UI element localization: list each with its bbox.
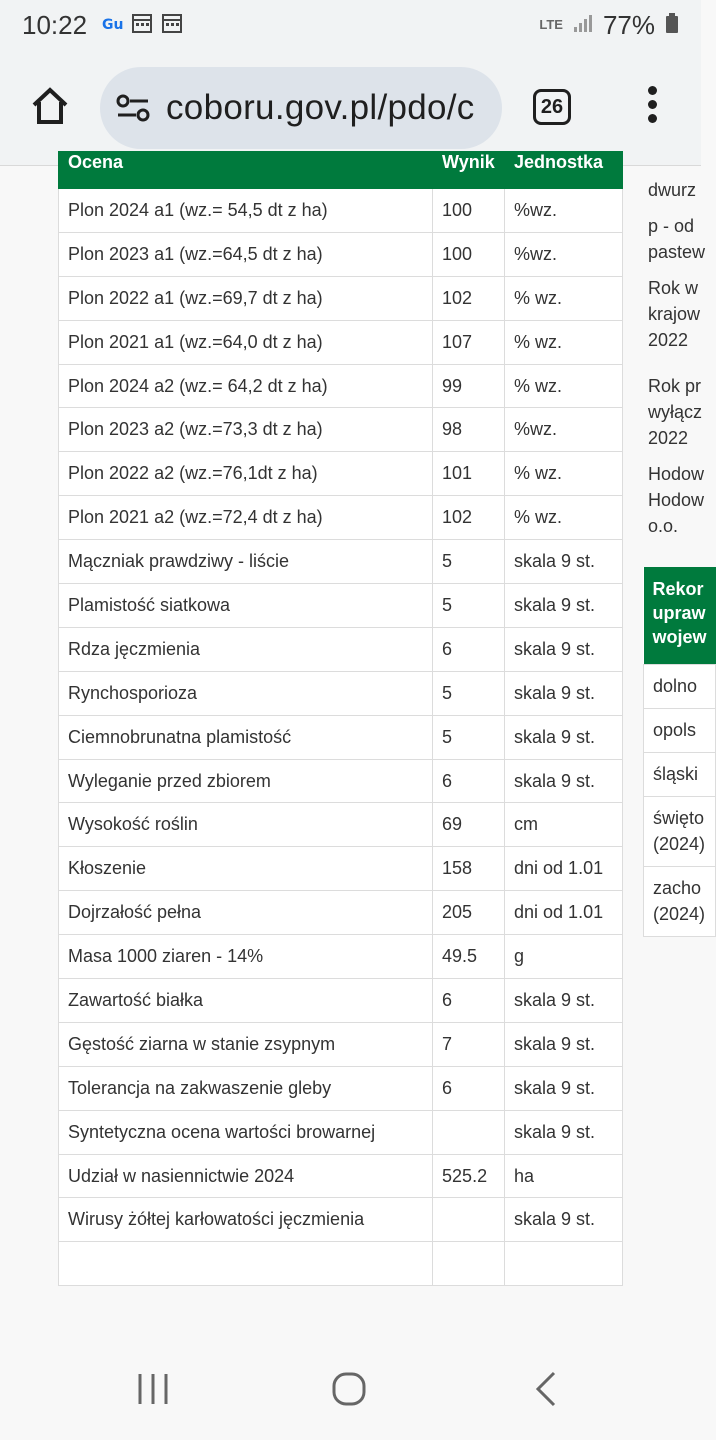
table-row	[59, 671, 623, 715]
table-row	[59, 935, 623, 979]
table-row	[59, 803, 623, 847]
cell-wynik: 5	[433, 540, 505, 584]
side-table-cell	[644, 708, 716, 752]
table-row	[59, 232, 623, 276]
side-table-cell-line: (2024)	[653, 904, 706, 924]
cell-jednostka: ha	[505, 1154, 623, 1198]
url-text[interactable]: coboru.gov.pl/pdo/c	[166, 88, 475, 127]
table-row	[59, 452, 623, 496]
table-row	[59, 364, 623, 408]
cell-wynik: 49.5	[433, 935, 505, 979]
side-table-row	[644, 664, 716, 708]
table-row	[59, 540, 623, 584]
back-chevron-icon	[534, 1371, 558, 1407]
side-table-header: Rekor upraw wojew	[644, 567, 716, 664]
home-nav-button[interactable]	[331, 1371, 367, 1412]
cell-jednostka: skala 9 st.	[505, 715, 623, 759]
side-table-header-row	[644, 567, 716, 664]
side-text-line: 2022	[648, 428, 689, 448]
cell-jednostka: % wz.	[505, 496, 623, 540]
dot-icon	[648, 100, 657, 109]
status-bar	[0, 0, 701, 50]
cell-ocena: Syntetyczna ocena wartości browarnej	[59, 1110, 433, 1154]
cell-wynik: 6	[433, 759, 505, 803]
side-table-cell-line: opols	[653, 720, 697, 740]
side-text-line: o.o.	[648, 516, 679, 536]
side-table-cell	[644, 752, 716, 796]
home-button[interactable]	[28, 84, 72, 128]
side-table-cell-line: zacho	[653, 878, 702, 898]
cell-ocena: Wyleganie przed zbiorem	[59, 759, 433, 803]
variety-results-table	[58, 151, 623, 1286]
cell-jednostka: skala 9 st.	[505, 540, 623, 584]
table-row	[59, 408, 623, 452]
table-row	[59, 584, 623, 628]
cell-wynik: 158	[433, 847, 505, 891]
cell-jednostka: skala 9 st.	[505, 1198, 623, 1242]
cell-ocena: Dojrzałość pełna	[59, 891, 433, 935]
cell-ocena: Rynchosporioza	[59, 671, 433, 715]
cell-ocena: Plon 2024 a1 (wz.= 54,5 dt z ha)	[59, 189, 433, 233]
cell-jednostka: g	[505, 935, 623, 979]
cell-ocena: Plon 2022 a1 (wz.=69,7 dt z ha)	[59, 276, 433, 320]
side-table-cell-line: święto	[653, 808, 705, 828]
cell-ocena	[59, 1242, 433, 1286]
side-text-line: pastew	[648, 242, 706, 262]
cell-ocena: Wysokość roślin	[59, 803, 433, 847]
network-type: LTE	[539, 17, 563, 32]
table-row	[59, 189, 623, 233]
cell-wynik: 7	[433, 1022, 505, 1066]
cell-jednostka: dni od 1.01	[505, 847, 623, 891]
calendar-notification-icon	[131, 10, 153, 41]
cell-jednostka: % wz.	[505, 452, 623, 496]
side-text-line: Hodow	[648, 490, 705, 510]
cell-wynik: 102	[433, 276, 505, 320]
side-table-row	[644, 752, 716, 796]
cell-ocena: Plon 2024 a2 (wz.= 64,2 dt z ha)	[59, 364, 433, 408]
cell-jednostka: %wz.	[505, 189, 623, 233]
cell-ocena: Plon 2023 a1 (wz.=64,5 dt z ha)	[59, 232, 433, 276]
table-row	[59, 847, 623, 891]
cell-wynik: 99	[433, 364, 505, 408]
header-ocena: Ocena	[59, 152, 433, 189]
side-table-row	[644, 796, 716, 866]
cell-ocena: Masa 1000 ziaren - 14%	[59, 935, 433, 979]
clock: 10:22	[22, 9, 88, 40]
side-text-line: krajow	[648, 304, 701, 324]
cell-ocena: Plon 2021 a2 (wz.=72,4 dt z ha)	[59, 496, 433, 540]
cell-ocena: Rdza jęczmienia	[59, 627, 433, 671]
cell-wynik	[433, 1110, 505, 1154]
more-menu-button[interactable]	[640, 86, 664, 130]
dot-icon	[648, 114, 657, 123]
cell-wynik	[433, 1242, 505, 1286]
home-icon	[28, 84, 72, 128]
cell-ocena: Plon 2022 a2 (wz.=76,1dt z ha)	[59, 452, 433, 496]
cell-ocena: Kłoszenie	[59, 847, 433, 891]
status-right	[539, 10, 679, 41]
cell-wynik: 6	[433, 627, 505, 671]
cell-wynik: 101	[433, 452, 505, 496]
recent-apps-button[interactable]	[136, 1371, 170, 1412]
cell-jednostka: %wz.	[505, 408, 623, 452]
cell-wynik: 69	[433, 803, 505, 847]
tab-switcher-button[interactable]: 26	[533, 89, 571, 125]
table-row	[59, 1066, 623, 1110]
cell-wynik: 107	[433, 320, 505, 364]
side-table-cell	[644, 866, 716, 936]
cell-ocena: Wirusy żółtej karłowatości jęczmienia	[59, 1198, 433, 1242]
cell-ocena: Mączniak prawdziwy - liście	[59, 540, 433, 584]
cell-wynik: 6	[433, 1066, 505, 1110]
side-text-line: 2022	[648, 330, 689, 350]
cell-jednostka: skala 9 st.	[505, 671, 623, 715]
cell-ocena: Zawartość białka	[59, 979, 433, 1023]
battery-level: 77%	[602, 9, 655, 40]
cell-jednostka: %wz.	[505, 232, 623, 276]
side-table-cell-line: śląski	[653, 764, 699, 784]
home-circle-icon	[331, 1371, 367, 1407]
table-row	[59, 320, 623, 364]
side-text-line: dwurz	[648, 180, 697, 200]
table-row	[59, 979, 623, 1023]
header-wynik: Wynik	[433, 152, 505, 189]
table-row	[59, 1242, 623, 1286]
side-table-cell-line: (2024)	[653, 834, 706, 854]
cell-ocena: Plon 2021 a1 (wz.=64,0 dt z ha)	[59, 320, 433, 364]
cell-ocena: Gęstość ziarna w stanie zsypnym	[59, 1022, 433, 1066]
table-header-row	[59, 152, 623, 189]
table-row	[59, 759, 623, 803]
side-text-line: wyłącz	[648, 402, 703, 422]
table-row	[59, 1154, 623, 1198]
cell-wynik: 525.2	[433, 1154, 505, 1198]
cell-wynik: 6	[433, 979, 505, 1023]
side-table-cell-line: dolno	[653, 676, 698, 696]
cell-wynik: 5	[433, 715, 505, 759]
cell-jednostka: % wz.	[505, 364, 623, 408]
cell-jednostka: cm	[505, 803, 623, 847]
cell-wynik: 100	[433, 189, 505, 233]
cell-wynik: 205	[433, 891, 505, 935]
signal-icon	[573, 10, 593, 41]
table-row	[59, 891, 623, 935]
side-text-line: p - od	[648, 216, 695, 236]
cell-wynik: 102	[433, 496, 505, 540]
side-text-line: Rok pr	[648, 376, 702, 396]
table-row	[59, 715, 623, 759]
side-table-cell	[644, 664, 716, 708]
header-jednostka: Jednostka	[505, 152, 623, 189]
table-row	[59, 1022, 623, 1066]
page-content[interactable]	[0, 152, 707, 1337]
cell-jednostka: skala 9 st.	[505, 584, 623, 628]
cell-jednostka: skala 9 st.	[505, 1022, 623, 1066]
cell-jednostka: skala 9 st.	[505, 1110, 623, 1154]
cell-wynik	[433, 1198, 505, 1242]
table-row	[59, 627, 623, 671]
recommendation-table	[643, 567, 716, 937]
cell-jednostka: skala 9 st.	[505, 1066, 623, 1110]
table-row	[59, 276, 623, 320]
cell-jednostka: skala 9 st.	[505, 627, 623, 671]
table-row	[59, 496, 623, 540]
svg-text:Gu: Gu	[102, 16, 124, 33]
cell-jednostka: % wz.	[505, 276, 623, 320]
cell-ocena: Plamistość siatkowa	[59, 584, 433, 628]
cell-ocena: Udział w nasiennictwie 2024	[59, 1154, 433, 1198]
cell-ocena: Tolerancja na zakwaszenie gleby	[59, 1066, 433, 1110]
table-row	[59, 1198, 623, 1242]
cell-wynik: 5	[433, 584, 505, 628]
side-table-row	[644, 708, 716, 752]
calendar-notification-icon	[161, 10, 183, 41]
cell-jednostka: skala 9 st.	[505, 759, 623, 803]
side-text-line: Hodow	[648, 464, 705, 484]
cell-ocena: Plon 2023 a2 (wz.=73,3 dt z ha)	[59, 408, 433, 452]
recent-apps-icon	[136, 1371, 170, 1407]
back-button[interactable]	[534, 1371, 558, 1412]
dot-icon	[648, 86, 657, 95]
cell-jednostka: % wz.	[505, 320, 623, 364]
battery-icon	[665, 10, 679, 41]
browser-toolbar	[0, 50, 701, 166]
address-bar[interactable]	[100, 67, 502, 149]
side-table-row	[644, 866, 716, 936]
cell-jednostka: skala 9 st.	[505, 979, 623, 1023]
system-navigation-bar	[0, 1337, 701, 1440]
side-table-cell	[644, 796, 716, 866]
table-row	[59, 1110, 623, 1154]
cell-jednostka	[505, 1242, 623, 1286]
cell-wynik: 100	[433, 232, 505, 276]
cell-ocena: Ciemnobrunatna plamistość	[59, 715, 433, 759]
app-notification-icon	[101, 10, 123, 41]
site-settings-icon[interactable]	[114, 89, 152, 127]
cell-wynik: 5	[433, 671, 505, 715]
side-text-line: Rok w	[648, 278, 699, 298]
cell-jednostka: dni od 1.01	[505, 891, 623, 935]
cell-wynik: 98	[433, 408, 505, 452]
